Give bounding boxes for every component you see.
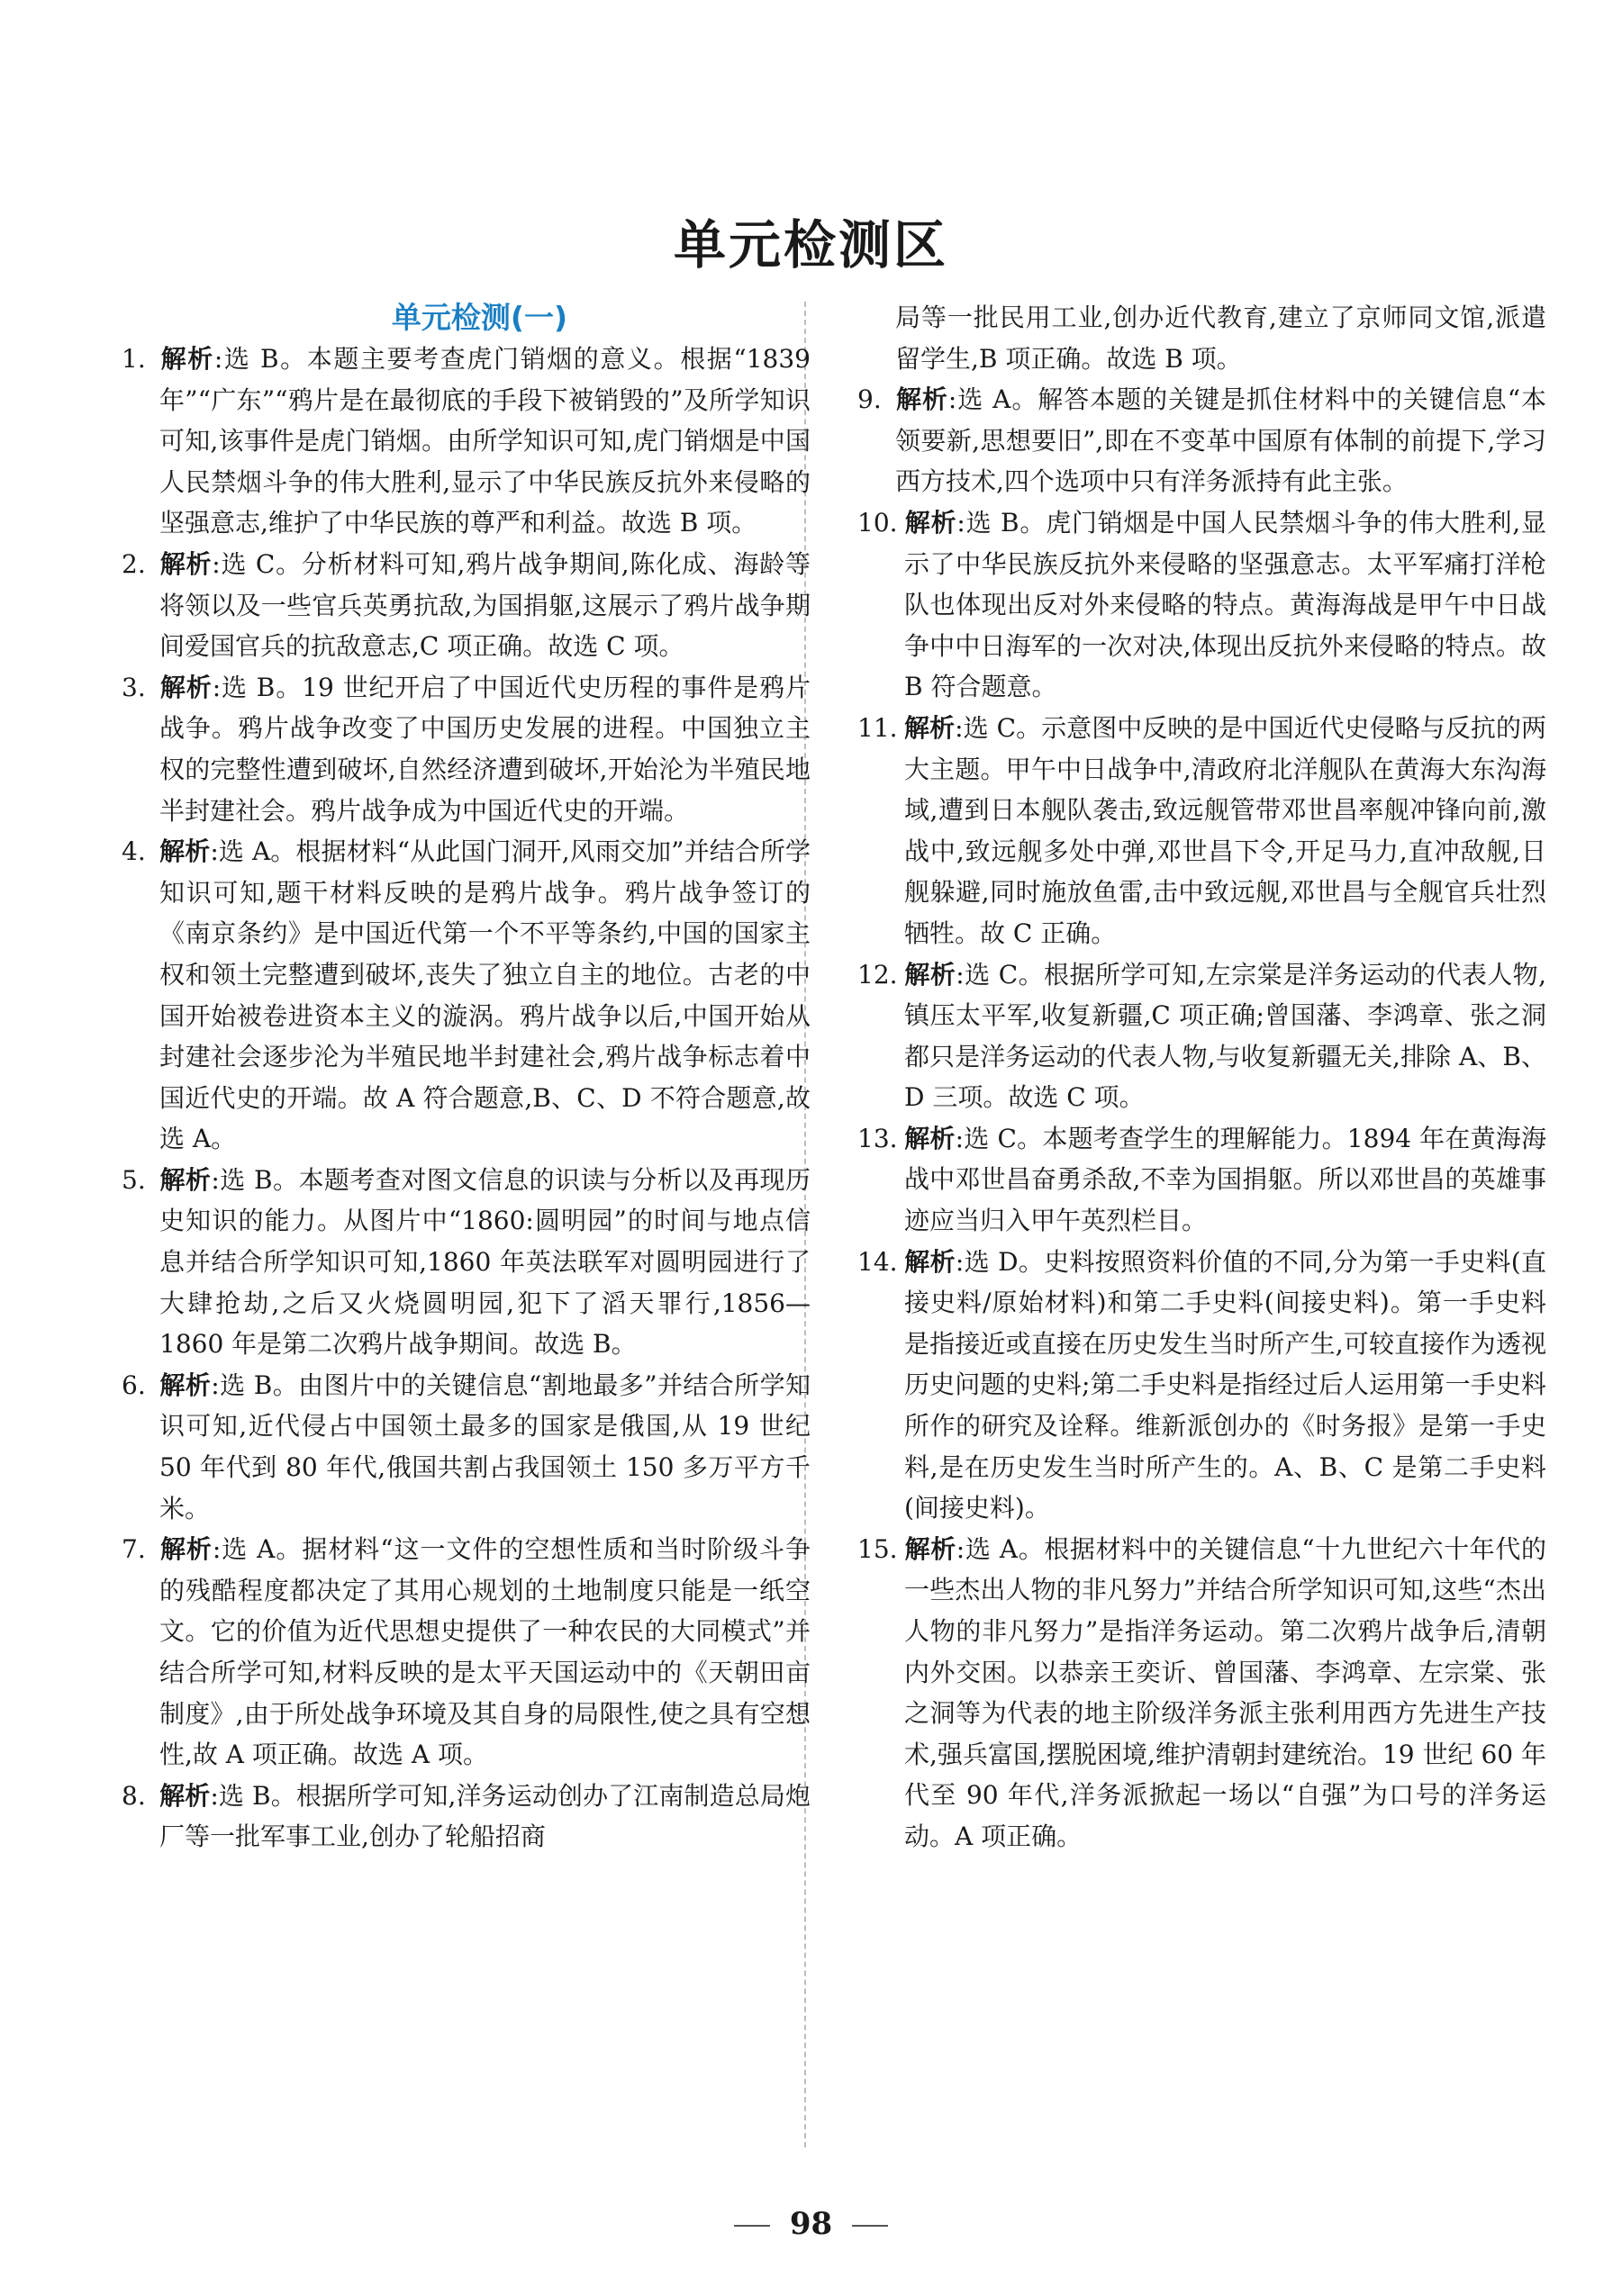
- answer-text: :选 C。本题考查学生的理解能力。1894 年在黄海海战中邓世昌奋勇杀敌,不幸为国捐躯。所以邓世昌的英雄事迹应当归入甲午英烈栏目。: [904, 1123, 1546, 1236]
- answer-keyword: 解析: [159, 672, 213, 702]
- answer-item: [122, 339, 811, 544]
- answer-number: 7.: [122, 1534, 146, 1565]
- answer-number: 9.: [857, 384, 882, 415]
- answer-text: :选 A。根据材料“从此国门洞开,风雨交加”并结合所学知识可知,题干材料反映的是鸦片战争。鸦片战争签订的《南京条约》是中国近代第一个不平等条约,中国的国家主权和领土完整遭到破坏,丧失了独立自主的地位。古老的中国开始被卷进资本主义的漩涡。鸦片战争以后,中国开始从封建社会逐步沦为半殖民地半封建社会,鸦片战争标志着中国近代史的开端。故 A 符合题意,B、C、D 不符合题意,故选 A。: [159, 836, 811, 1154]
- answer-keyword: 解析: [904, 1246, 956, 1277]
- answer-item: [122, 667, 811, 831]
- answer-keyword: 解析: [159, 1369, 212, 1400]
- answer-item: [122, 1160, 811, 1365]
- page-footer: [0, 2206, 1622, 2242]
- answer-text: :选 B。根据所学可知,洋务运动创办了江南制造总局炮厂等一批军事工业,创办了轮船招商: [159, 1780, 811, 1852]
- left-column: [122, 297, 811, 1858]
- answer-number: 5.: [122, 1164, 146, 1195]
- answer-keyword: 解析: [904, 712, 956, 743]
- answer-number: 11.: [857, 712, 898, 743]
- answer-number: 8.: [122, 1780, 146, 1811]
- answer-list-right: [857, 379, 1546, 1857]
- answer-text: :选 B。本题考查对图文信息的识读与分析以及再现历史知识的能力。从图片中“1860:圆明园”的时间与地点信息并结合所学知识可知,1860 年英法联军对圆明园进行了大肆抢劫,之后又火烧圆明园,犯下了滔天罪行,1856—1860 年是第二次鸦片战争期间。故选 B。: [159, 1164, 811, 1360]
- answer-number: 15.: [857, 1533, 898, 1564]
- answer-number: 3.: [122, 672, 146, 702]
- answer-continuation: 局等一批民用工业,创办近代教育,建立了京师同文馆,派遣留学生,B 项正确。故选 B 项。: [895, 303, 1546, 374]
- answer-number: 13.: [857, 1123, 898, 1153]
- answer-number: 12.: [857, 959, 898, 990]
- answer-text: :选 D。史料按照资料价值的不同,分为第一手史料(直接史料/原始材料)和第二手史料(间接史料)。第一手史料是指接近或直接在历史发生当时所产生,可较直接作为透视历史问题的史料;第二手史料是指经过后人运用第一手史料所作的研究及诠释。维新派创办的《时务报》是第一手史料,是在历史发生当时所产生的。A、B、C 是第二手史料(间接史料)。: [904, 1246, 1546, 1523]
- footer-dash-right: [852, 2225, 888, 2227]
- answer-text: :选 A。据材料“这一文件的空想性质和当时阶级斗争的残酷程度都决定了其用心规划的土地制度只能是一纸空文。它的价值为近代思想史提供了一种农民的大同模式”并结合所学可知,材料反映的是太平天国运动中的《天朝田亩制度》,由于所处战争环境及其自身的局限性,使之具有空想性,故 A 项正确。故选 A 项。: [159, 1534, 811, 1770]
- answer-item: [857, 708, 1546, 954]
- page-number: 98: [789, 2206, 833, 2242]
- answer-number: 4.: [122, 836, 146, 867]
- answer-keyword: 解析: [904, 1123, 956, 1153]
- answer-keyword: 解析: [159, 836, 211, 867]
- answer-list-left: [122, 339, 811, 1858]
- answer-item: [122, 1776, 811, 1858]
- answer-text: :选 C。分析材料可知,鸦片战争期间,陈化成、海龄等将领以及一些官兵英勇抗敌,为国捐躯,这展示了鸦片战争期间爱国官兵的抗敌意志,C 项正确。故选 C 项。: [159, 548, 811, 662]
- answer-number: 14.: [857, 1246, 898, 1277]
- answer-text: :选 C。示意图中反映的是中国近代史侵略与反抗的两大主题。甲午中日战争中,清政府北洋舰队在黄海大东沟海域,遭到日本舰队袭击,致远舰管带邓世昌率舰冲锋向前,激战中,致远舰多处中弹,邓世昌下令,开足马力,直冲敌舰,日舰躲避,同时施放鱼雷,击中致远舰,邓世昌与全舰官兵壮烈牺牲。故 C 正确。: [904, 712, 1546, 948]
- answer-keyword: 解析: [159, 344, 214, 374]
- answer-item: [122, 831, 811, 1160]
- answer-text: :选 A。根据材料中的关键信息“十九世纪六十年代的一些杰出人物的非凡努力”并结合所学知识可知,这些“杰出人物的非凡努力”是指洋务运动。第二次鸦片战争后,清朝内外交困。以恭亲王奕䜣、曾国藩、李鸿章、左宗棠、张之洞等为代表的地主阶级洋务派主张利用西方先进生产技术,强兵富国,摆脱困境,维护清朝封建统治。19 世纪 60 年代至 90 年代,洋务派掀起一场以“自强”为口号的洋务运动。A 项正确。: [904, 1533, 1546, 1851]
- answer-item: [122, 1365, 811, 1529]
- answer-item: [122, 1529, 811, 1776]
- answer-item: [857, 379, 1546, 502]
- footer-dash-left: [734, 2225, 770, 2227]
- answer-keyword: 解析: [895, 384, 948, 415]
- answer-number: 2.: [122, 548, 146, 579]
- answer-number: 1.: [122, 344, 146, 374]
- answer-text: :选 B。本题主要考查虎门销烟的意义。根据“1839 年”“广东”“鸦片是在最彻底的手段下被销毁的”及所学知识可知,该事件是虎门销烟。由所学知识可知,虎门销烟是中国人民禁烟斗争的伟大胜利,显示了中华民族反抗外来侵略的坚强意志,维护了中华民族的尊严和利益。故选 B 项。: [159, 344, 811, 538]
- answer-item: [122, 544, 811, 667]
- answer-item: [857, 502, 1546, 708]
- answer-keyword: 解析: [159, 1534, 213, 1565]
- right-column: [857, 297, 1546, 1858]
- answer-text: :选 C。根据所学可知,左宗棠是洋务运动的代表人物,镇压太平军,收复新疆,C 项正确;曾国藩、李鸿章、张之洞都只是洋务运动的代表人物,与收复新疆无关,排除 A、B、D 三项。故选 C 项。: [904, 959, 1546, 1113]
- answer-keyword: 解析: [159, 1780, 211, 1811]
- answer-keyword: 解析: [904, 959, 956, 990]
- answer-keyword: 解析: [159, 548, 213, 579]
- answer-keyword: 解析: [904, 507, 957, 538]
- answer-text: :选 B。虎门销烟是中国人民禁烟斗争的伟大胜利,显示了中华民族反抗外来侵略的坚强意志。太平军痛打洋枪队也体现出反对外来侵略的特点。黄海海战是甲午中日战争中中日海军的一次对决,体现出反抗外来侵略的特点。故 B 符合题意。: [904, 507, 1546, 702]
- answer-item: [857, 954, 1546, 1118]
- page-title: 单元检测区: [673, 214, 948, 276]
- answer-keyword: 解析: [159, 1164, 212, 1195]
- answer-text: :选 A。解答本题的关键是抓住材料中的关键信息“本领要新,思想要旧”,即在不变革中国原有体制的前提下,学习西方技术,四个选项中只有洋务派持有此主张。: [895, 384, 1546, 497]
- answer-number: 10.: [857, 507, 898, 538]
- answer-text: :选 B。由图片中的关键信息“割地最多”并结合所学知识可知,近代侵占中国领土最多的国家是俄国,从 19 世纪 50 年代到 80 年代,俄国共割占我国领土 150 多万平方千米。: [159, 1369, 811, 1523]
- answer-keyword: 解析: [904, 1533, 956, 1564]
- answer-item: [857, 1529, 1546, 1858]
- answer-item: [857, 1242, 1546, 1529]
- answer-text: :选 B。19 世纪开启了中国近代史历程的事件是鸦片战争。鸦片战争改变了中国历史发展的进程。中国独立主权的完整性遭到破坏,自然经济遭到破坏,开始沦为半殖民地半封建社会。鸦片战争成为中国近代史的开端。: [159, 672, 811, 826]
- section-heading: 单元检测(一): [391, 300, 568, 335]
- answer-item: [857, 1118, 1546, 1242]
- answer-number: 6.: [122, 1369, 146, 1400]
